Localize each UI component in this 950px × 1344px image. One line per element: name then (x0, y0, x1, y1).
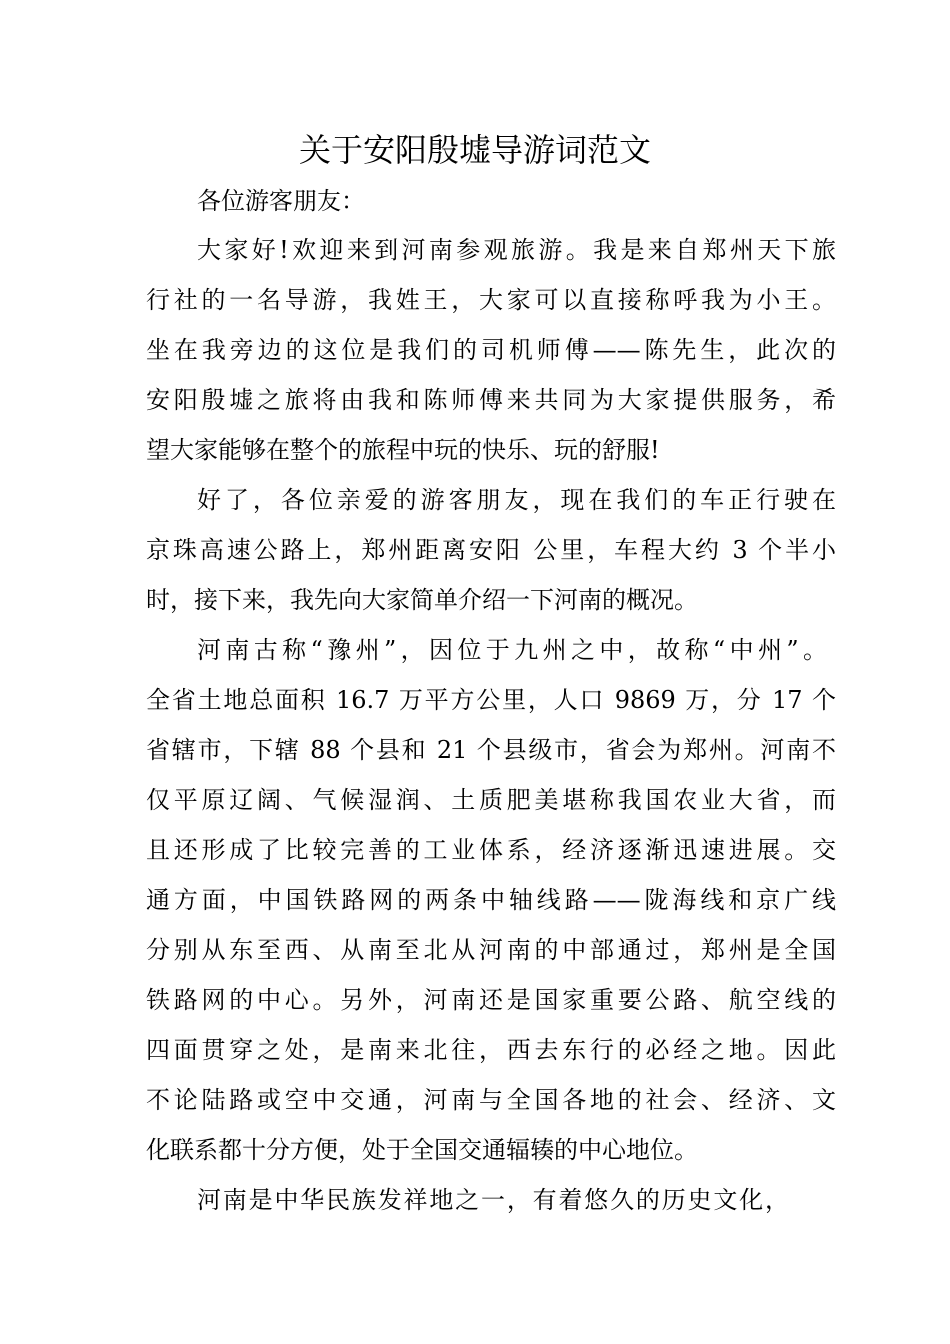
paragraph-line: 大家好!欢迎来到河南参观旅游。我是来自郑州天下旅 (197, 236, 836, 264)
document-title: 关于安阳殷墟导游词范文 (298, 131, 651, 169)
paragraph-line: 不论陆路或空中交通，河南与全国各地的社会、经济、文 (146, 1086, 836, 1114)
paragraph-line: 省辖市，下辖 88 个县和 21 个县级市，省会为郑州。河南不 (146, 736, 836, 764)
paragraph-line: 安阳殷墟之旅将由我和陈师傅来共同为大家提供服务，希 (146, 386, 836, 414)
paragraph-line: 铁路网的中心。另外，河南还是国家重要公路、航空线的 (146, 986, 836, 1014)
paragraph-line: 行社的一名导游，我姓王，大家可以直接称呼我为小王。 (146, 286, 836, 314)
greeting-line: 各位游客朋友： (197, 187, 365, 215)
paragraph-line: 京珠高速公路上，郑州距离安阳 公里，车程大约 3 个半小 (146, 536, 836, 564)
paragraph-line: 通方面，中国铁路网的两条中轴线路——陇海线和京广线 (146, 886, 836, 914)
paragraph-line: 且还形成了比较完善的工业体系，经济逐渐迅速进展。交 (146, 836, 836, 864)
paragraph-line: 好了，各位亲爱的游客朋友，现在我们的车正行驶在 (197, 486, 836, 514)
paragraph-line: 河南是中华民族发祥地之一，有着悠久的历史文化， (197, 1186, 789, 1214)
paragraph-line: 四面贯穿之处，是南来北往，西去东行的必经之地。因此 (146, 1036, 836, 1064)
paragraph-line: 化联系都十分方便，处于全国交通辐辏的中心地位。 (146, 1136, 698, 1164)
paragraph-line: 望大家能够在整个的旅程中玩的快乐、玩的舒服! (146, 436, 660, 464)
paragraph-line: 河南古称“豫州”，因位于九州之中，故称“中州”。 (197, 636, 827, 664)
paragraph-line: 时，接下来，我先向大家简单介绍一下河南的概况。 (146, 586, 698, 614)
paragraph-line: 坐在我旁边的这位是我们的司机师傅——陈先生，此次的 (146, 336, 836, 364)
paragraph-line: 分别从东至西、从南至北从河南的中部通过，郑州是全国 (146, 936, 836, 964)
paragraph-line: 仅平原辽阔、气候湿润、土质肥美堪称我国农业大省，而 (146, 786, 836, 814)
paragraph-line: 全省土地总面积 16.7 万平方公里，人口 9869 万，分 17 个 (146, 686, 836, 714)
